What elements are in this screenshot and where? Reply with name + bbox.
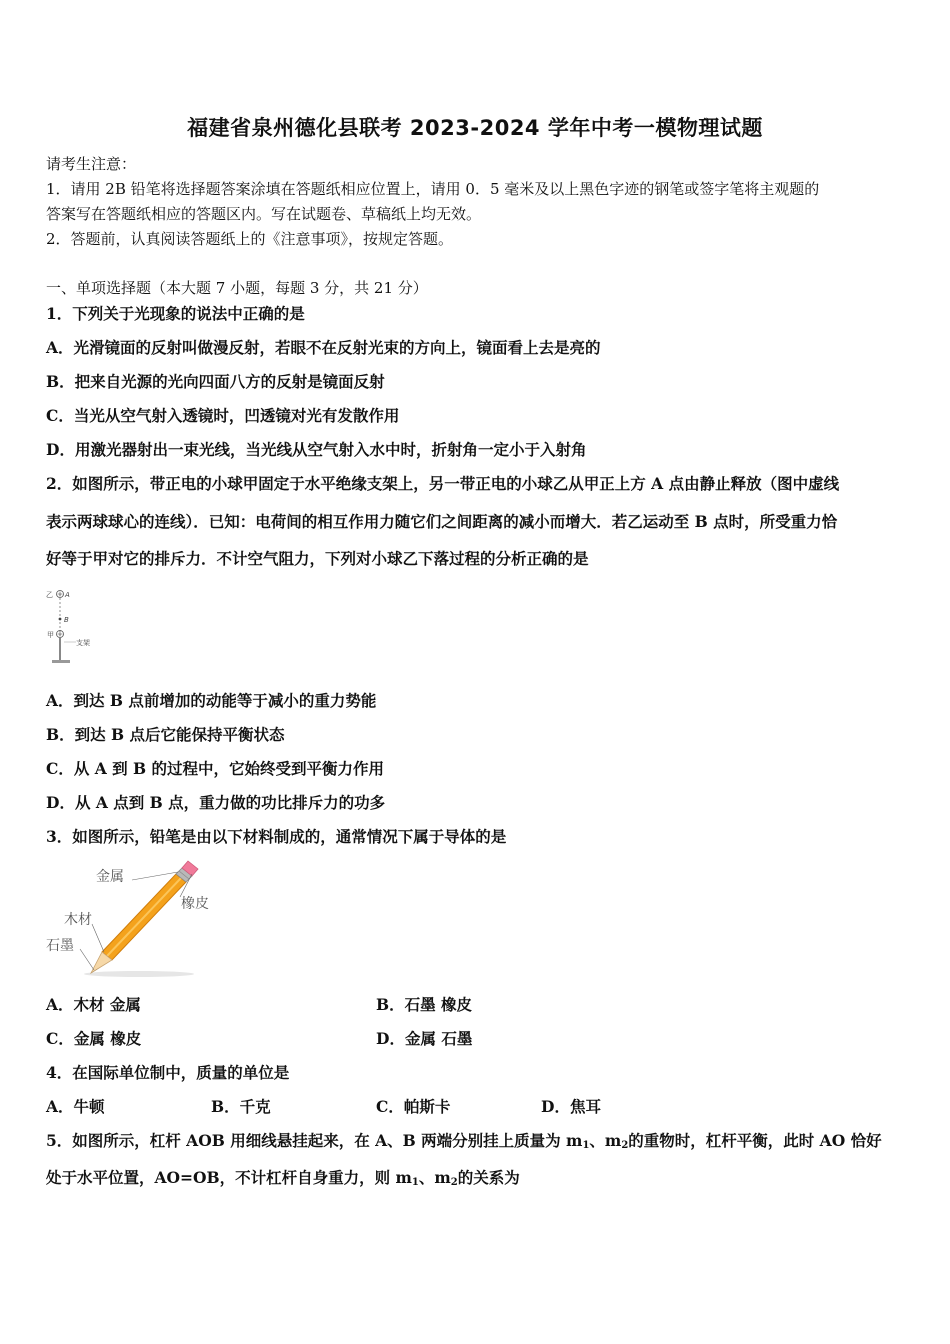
label-yi: 乙: [46, 591, 53, 599]
label-jia: 甲: [47, 631, 54, 639]
question-4-option-d: D．焦耳: [541, 1097, 601, 1116]
support-base: [52, 660, 70, 663]
label-support: 支架: [76, 639, 90, 647]
label-wood: 木材: [64, 912, 92, 928]
point-b: [59, 618, 62, 621]
question-3-option-a: A．木材 金属: [46, 995, 141, 1014]
question-4-option-a: A．牛顿: [46, 1097, 105, 1116]
question-4-option-c: C．帕斯卡: [376, 1097, 451, 1116]
notice-item: 2．答题前，认真阅读答题纸上的《注意事项》，按规定答题。: [46, 230, 454, 248]
question-3-option-c: C．金属 橡皮: [46, 1029, 142, 1048]
question-3-option-b: B．石墨 橡皮: [376, 995, 472, 1014]
question-5-stem-line-2: 处于水平位置，AO=OB，不计杠杆自身重力，则 $m_1$、$m_2$的关系为: [46, 1168, 520, 1188]
question-2-option-b: B．到达 B 点后它能保持平衡状态: [46, 725, 285, 744]
question-2-stem: 2．如图所示，带正电的小球甲固定于水平绝缘支架上，另一带正电的小球乙从甲正上方 A 点由静止释放（图中虚线: [46, 474, 840, 493]
question-2-stem: 表示两球球心的连线）．已知：电荷间的相互作用力随它们之间距离的减小而增大．若乙运动至 B 点时，所受重力恰: [46, 512, 838, 531]
label-graphite: 石墨: [46, 938, 74, 954]
question-4-stem: 4．在国际单位制中，质量的单位是: [46, 1063, 290, 1082]
question-3-stem: 3．如图所示，铅笔是由以下材料制成的，通常情况下属于导体的是: [46, 827, 507, 846]
pencil-figure: [44, 852, 224, 982]
notice-item: 1．请用 2B 铅笔将选择题答案涂填在答题纸相应位置上，请用 0．5 毫米及以上黑色字迹的钢笔或签字笔将主观题的: [46, 180, 820, 198]
question-1-option-a: A．光滑镜面的反射叫做漫反射，若眼不在反射光束的方向上，镜面看上去是亮的: [46, 338, 601, 357]
question-1-option-c: C．当光从空气射入透镜时，凹透镜对光有发散作用: [46, 406, 400, 425]
question-1-stem: 1．下列关于光现象的说法中正确的是: [46, 304, 305, 323]
label-rubber: 橡皮: [181, 896, 209, 912]
question-2-option-c: C．从 A 到 B 的过程中，它始终受到平衡力作用: [46, 759, 385, 778]
label-a: A: [65, 591, 70, 599]
question-3-option-d: D．金属 石墨: [376, 1029, 473, 1048]
charged-balls-figure: [44, 584, 104, 669]
label-metal: 金属: [96, 869, 124, 885]
section-heading: 一、单项选择题（本大题 7 小题，每题 3 分，共 21 分）: [46, 279, 428, 297]
page-title: 福建省泉州德化县联考 2023-2024 学年中考一模物理试题: [187, 116, 763, 140]
question-2-stem: 好等于甲对它的排斥力．不计空气阻力，下列对小球乙下落过程的分析正确的是: [46, 549, 589, 568]
question-2-option-a: A．到达 B 点前增加的动能等于减小的重力势能: [46, 691, 377, 710]
notice-heading: 请考生注意：: [46, 155, 137, 173]
question-1-option-b: B．把来自光源的光向四面八方的反射是镜面反射: [46, 372, 385, 391]
question-2-option-d: D．从 A 点到 B 点，重力做的功比排斥力的功多: [46, 793, 386, 812]
question-1-option-d: D．用激光器射出一束光线，当光线从空气射入水中时，折射角一定小于入射角: [46, 440, 587, 459]
label-b: B: [64, 616, 69, 624]
notice-item: 答案写在答题纸相应的答题区内。写在试题卷、草稿纸上均无效。: [46, 205, 482, 223]
question-5-stem-line-1: 5．如图所示，杠杆 AOB 用细线悬挂起来，在 A、B 两端分别挂上质量为 $m_1$、$m_2$的重物时，杠杆平衡，此时 AO 恰好: [46, 1131, 882, 1151]
question-4-option-b: B．千克: [211, 1097, 271, 1116]
